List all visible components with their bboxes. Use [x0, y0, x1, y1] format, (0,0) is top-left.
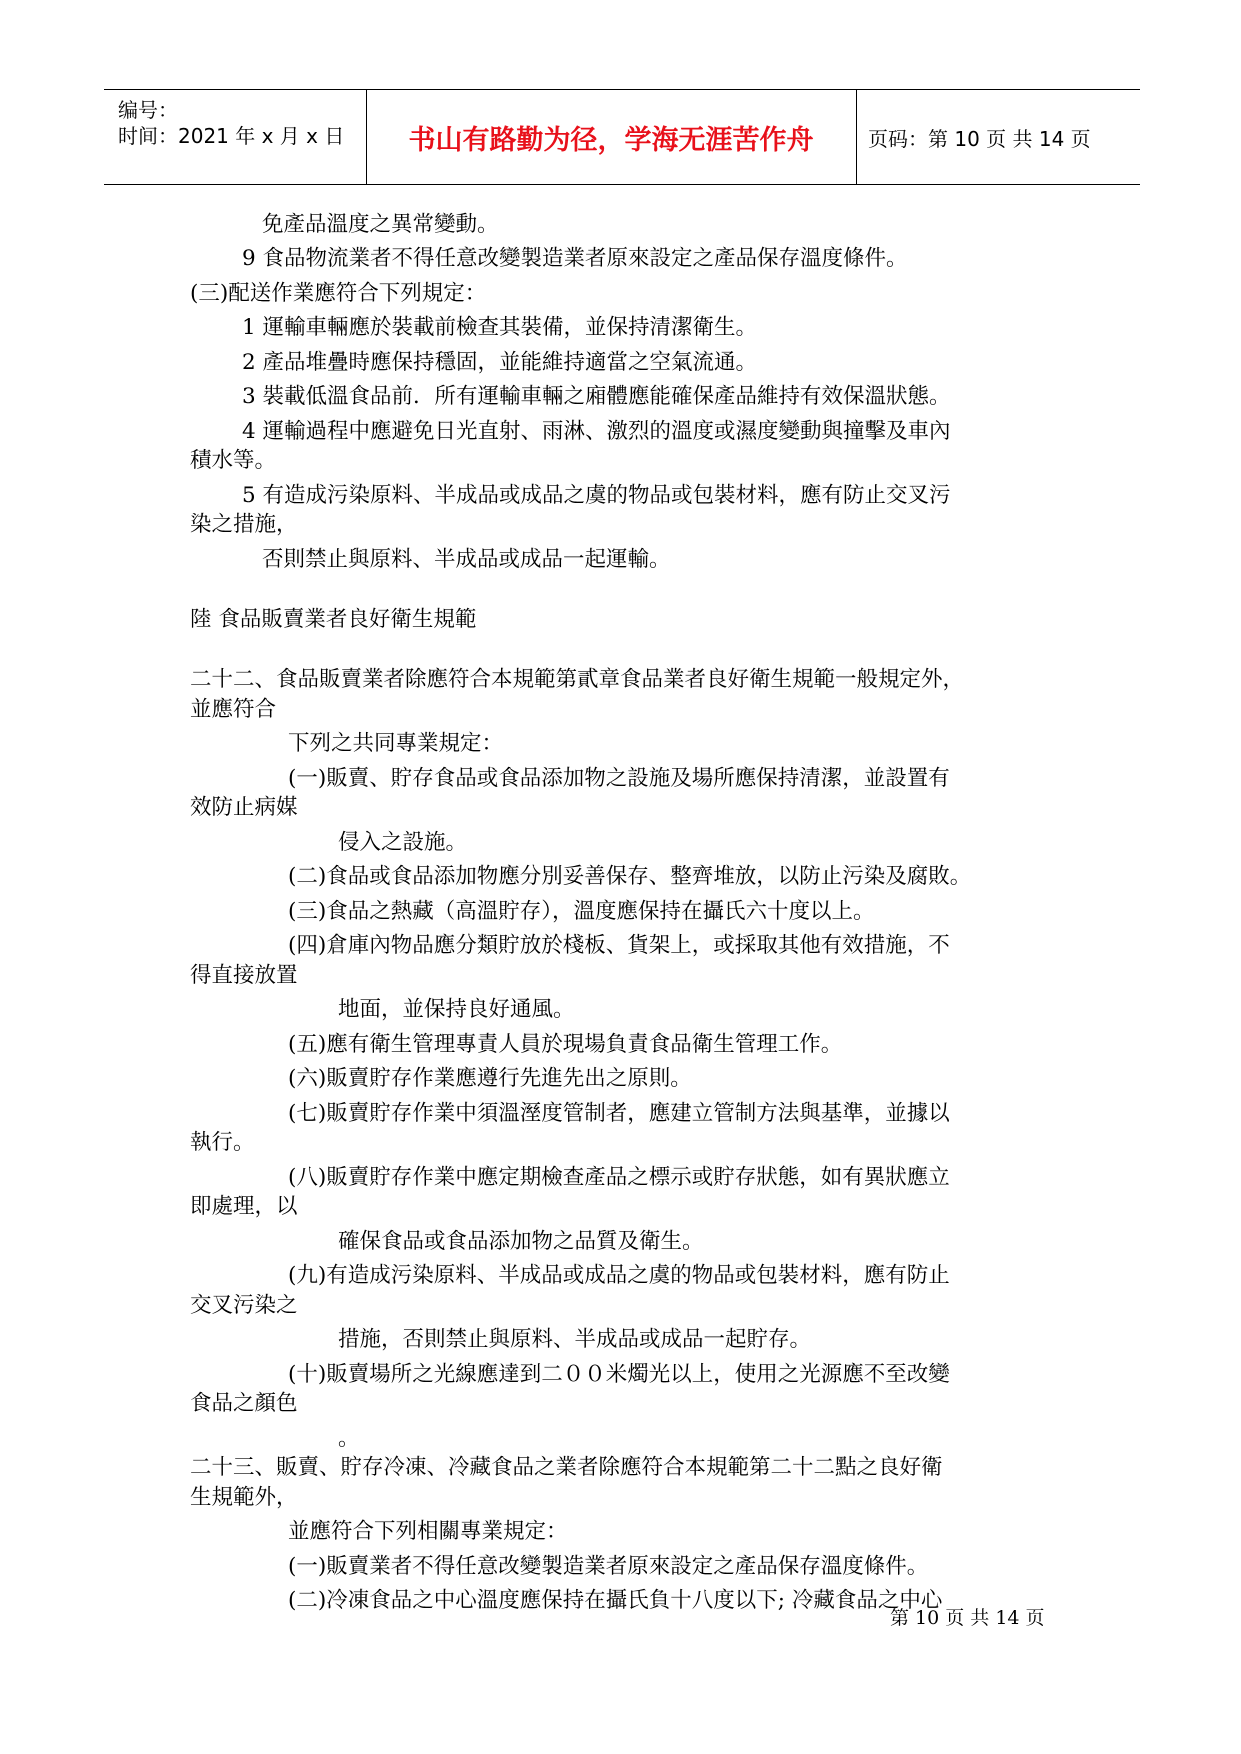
text-line: (三)配送作業應符合下列規定： [190, 281, 487, 306]
text-line: 措施，否則禁止與原料、半成品或成品一起貯存。 [338, 1327, 812, 1352]
text-line: 即處理，以 [190, 1194, 298, 1219]
text-line: (三)食品之熱藏（高溫貯存），溫度應保持在攝氏六十度以上。 [288, 899, 875, 924]
text-line: 地面，並保持良好通風。 [338, 997, 575, 1022]
text-line: 生規範外， [190, 1485, 298, 1510]
text-line: 確保食品或食品添加物之品質及衛生。 [338, 1229, 704, 1254]
text-line: 交叉污染之 [190, 1293, 298, 1318]
text-line: 4 運輸過程中應避免日光直射、雨淋、激烈的溫度或濕度變動與撞擊及車內 [242, 419, 951, 444]
text-line: 食品之顏色 [190, 1391, 298, 1416]
text-line: (十)販賣場所之光線應達到二００米燭光以上，使用之光源應不至改變 [288, 1362, 950, 1387]
text-line: (八)販賣貯存作業中應定期檢查產品之標示或貯存狀態，如有異狀應立 [288, 1165, 950, 1190]
text-line: (一)販賣業者不得任意改變製造業者原來設定之產品保存溫度條件。 [288, 1554, 929, 1579]
text-line: (二)食品或食品添加物應分別妥善保存、整齊堆放，以防止污染及腐敗。 [288, 864, 972, 889]
time-label: 时间：2021 年 x 月 x 日 [118, 124, 345, 148]
text-line: 1 運輸車輛應於裝載前檢查其裝備，並保持清潔衛生。 [242, 315, 758, 340]
page-footer: 第 10 页 共 14 页 [890, 1607, 1045, 1629]
text-line: (六)販賣貯存作業應遵行先進先出之原則。 [288, 1066, 692, 1091]
text-line: 染之措施， [190, 512, 298, 537]
text-line: 3 裝載低溫食品前．所有運輸車輛之廂體應能確保產品維持有效保溫狀態。 [242, 384, 951, 409]
section-heading: 陸 食品販賣業者良好衛生規範 [190, 607, 477, 632]
text-line: 並應符合 [190, 697, 277, 722]
text-line: 2 產品堆疊時應保持穩固，並能維持適當之空氣流通。 [242, 350, 758, 375]
text-line: 。 [338, 1426, 360, 1451]
text-line: 積水等。 [190, 448, 277, 473]
text-line: 9 食品物流業者不得任意改變製造業者原來設定之產品保存溫度條件。 [242, 246, 908, 271]
text-line: (四)倉庫內物品應分類貯放於棧板、貨架上，或採取其他有效措施，不 [288, 933, 950, 958]
text-line: 得直接放置 [190, 963, 298, 988]
document-header [104, 89, 1140, 185]
header-divider [856, 90, 857, 184]
number-label: 编号： [118, 98, 178, 122]
text-line: 執行。 [190, 1130, 255, 1155]
text-line: 二十三、販賣、貯存冷凍、冷藏食品之業者除應符合本規範第二十二點之良好衛 [190, 1455, 943, 1480]
text-line: (二)冷凍食品之中心溫度應保持在攝氏負十八度以下; 冷藏食品之中心 [288, 1588, 943, 1613]
text-line: 侵入之設施。 [338, 830, 468, 855]
text-line: 免產品溫度之異常變動。 [262, 212, 499, 237]
header-page-label: 页码：第 10 页 共 14 页 [868, 127, 1091, 151]
text-line: (七)販賣貯存作業中須溫溼度管制者，應建立管制方法與基準，並據以 [288, 1101, 950, 1126]
text-line: 5 有造成污染原料、半成品或成品之虞的物品或包裝材料，應有防止交叉污 [242, 483, 951, 508]
header-motto: 书山有路勤为径，学海无涯苦作舟 [408, 125, 814, 156]
text-line: (五)應有衛生管理專責人員於現場負責食品衛生管理工作。 [288, 1032, 843, 1057]
text-line: 並應符合下列相關專業規定： [288, 1519, 568, 1544]
text-line: 否則禁止與原料、半成品或成品一起運輸。 [262, 547, 671, 572]
text-line: (一)販賣、貯存食品或食品添加物之設施及場所應保持清潔，並設置有 [288, 766, 950, 791]
text-line: 效防止病媒 [190, 795, 298, 820]
text-line: (九)有造成污染原料、半成品或成品之虞的物品或包裝材料，應有防止 [288, 1263, 950, 1288]
text-line: 二十二、食品販賣業者除應符合本規範第貳章食品業者良好衛生規範一般規定外， [190, 667, 965, 692]
text-line: 下列之共同專業規定： [288, 731, 504, 756]
